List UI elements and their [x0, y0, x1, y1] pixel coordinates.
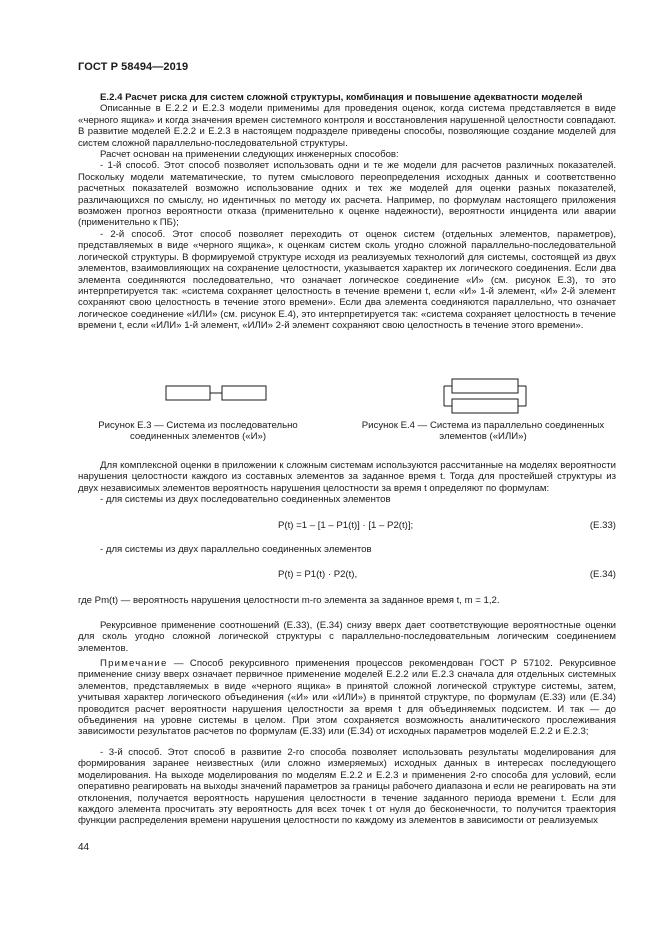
paragraph-series-label: - для системы из двух последовательно соединенных элементов: [100, 494, 391, 506]
paragraph-recursive: Рекурсивное применение соотношений (Е.33), (Е.34) снизу вверх дает соответствующие вероятностные оценки для сколь угодно сложной логической структуры с параллельно-последовательным логическим соединением элементов.: [78, 620, 616, 654]
note-text: — Способ рекурсивного применения процессов рекомендован ГОСТ Р 57102. Рекурсивное применение снизу вверх означает первичное применение моделей Е.2.2 или Е.2.3 сначала для отдельных системных элементов, представляемых в виде «черного ящика» в принятой сложной логической структуре системы, затем, учитывая характер логического объединения («И» или «ИЛИ») в принятой структуре, по формулам (Е.33) или (Е.34) проводится расчет вероятности нарушения целостности за время t для объединяемых подсистем. И так — до объединения на уровне системы в целом. При этом сохраняется возможность аналитического прослеживания зависимости результатов расчетов по формулам (Е.33) или (Е.34) от исходных параметров моделей Е.2.2 и Е.2.3;: [78, 658, 616, 738]
page-number: 44: [78, 842, 90, 853]
formula-e33: P(t) =1 – [1 – P1(t)] · [1 – P2(t)];: [278, 520, 414, 531]
parallel-label-block: [78, 544, 616, 555]
figure-series: [78, 372, 338, 412]
note-label: Примечание: [100, 658, 168, 669]
paragraph-method-2: - 2-й способ. Этот способ позволяет переходить от оценок систем (отдельных элементов, параметров), представляемых в виде «черного ящика», к оценкам систем сколь угодно сложной параллельно-последовательной логической структуры. В формируемой структуре исходя из реализуемых технологий для системы, состоящей из двух элементов, взаимовлияющих на сохранение целостности, указывается характер их логического соединения. Если два элемента соединяются последовательно, что означает логическое соединение «И» (см. рисунок Е.3), то это интерпретируется так: «система сохраняет целостность в течение времени t, если «И» 1-й элемент, «И» 2-й элемент сохраняют свою целостность в течение этого времени». Если два элемента соединяются параллельно, что означает логическое соединение «ИЛИ» (см. рисунок Е.4), это интерпретируется так: «система сохраняет целостность в течение времени t, если «ИЛИ» 1-й элемент, «ИЛИ» 2-й элемент сохраняют свою целостность в течение этого времени».: [78, 228, 616, 332]
combined-assessment-text: [78, 460, 616, 506]
paragraph-method-1: - 1-й способ. Этот способ позволяет использовать одни и те же модели для расчетов различных показателей. Поскольку модели математические, то путем смыслового переопределения исходных данных и соответственно расчетных показателей возможно использование одних и тех же моделей для оценки разных показателей, различающихся по смыслу, но идентичных по методу их расчета. Например, по формулам настоящего приложения возможен прогноз вероятности отказа (применительно к оценке надежности), вероятности инцидента или аварии (применительно к ПБ);: [78, 160, 616, 229]
method-3-block: [78, 747, 616, 827]
where-block: [78, 595, 616, 606]
paragraph-intro: Описанные в Е.2.2 и Е.2.3 модели применимы для проведения оценок, когда система представляется в виде «черного ящика» и когда значения времен системного контроля и восстановления нарушенной целостности совпадают. В развитие моделей Е.2.2 и Е.2.3 в настоящем подразделе приведены способы, позволяющие создание моделей для систем сложной параллельно-последовательной структуры.: [78, 103, 616, 149]
formula-e34-row: [78, 569, 616, 581]
figure-e3-caption: Рисунок Е.3 — Система из последовательно соединенных элементов («И»): [98, 420, 298, 443]
parallel-diagram: [348, 372, 608, 418]
section-text: [78, 92, 616, 332]
paragraph-complex-assessment: Для комплексной оценки в приложении к сложным системам используются рассчитанные на моделях вероятности нарушения целостности каждого из составных элементов за заданное время t. Тогда для простейшей структуры из двух независимых элементов вероятность нарушения целостности за время t определяют по формулам:: [78, 460, 616, 494]
equation-number-e34: (Е.34): [589, 569, 616, 580]
formula-e33-row: [78, 520, 616, 532]
recursive-block: [78, 620, 616, 654]
note-block: [78, 658, 616, 738]
paragraph-where: где Pm(t) — вероятность нарушения целостности m-го элемента за заданное время t, m = 1,2.: [78, 595, 500, 606]
note-paragraph: [78, 658, 616, 738]
section-title: Е.2.4 Расчет риска для систем сложной структуры, комбинация и повышение адекватности моделей: [100, 92, 583, 103]
formula-e34: P(t) = P1(t) · P2(t),: [278, 569, 358, 580]
equation-number-e33: (Е.33): [589, 520, 616, 531]
paragraph-method-3: - 3-й способ. Этот способ в развитие 2-го способа позволяет использовать результаты моделирования для формирования заранее неизвестных (или сложно измеряемых) исходных данных в интересах последующего моделирования. На выходе моделирования по моделям Е.2.2 и Е.2.3 и применения 2-го способа для условий, если оперативно реагировать на выходы значений параметров за границы рабочего диапазона и если не реагировать на эти отклонения, получается вероятность нарушения целостности в течение заданного периода времени t. Если для каждого элемента просчитать эту вероятность для всех точек t от нуля до бесконечности, то получится траектория функции распределения времени нарушения целостности по каждому из элементов в зависимости от реализуемых: [78, 747, 616, 827]
paragraph-parallel-label: - для системы из двух параллельно соединенных элементов: [100, 544, 372, 555]
figure-e4-caption: Рисунок Е.4 — Система из параллельно соединенных элементов («ИЛИ»): [361, 420, 605, 443]
paragraph-methods: Расчет основан на применении следующих инженерных способов:: [100, 149, 399, 161]
document-code: ГОСТ Р 58494—2019: [78, 61, 189, 73]
figure-parallel: [348, 372, 608, 418]
series-diagram: [78, 372, 338, 412]
